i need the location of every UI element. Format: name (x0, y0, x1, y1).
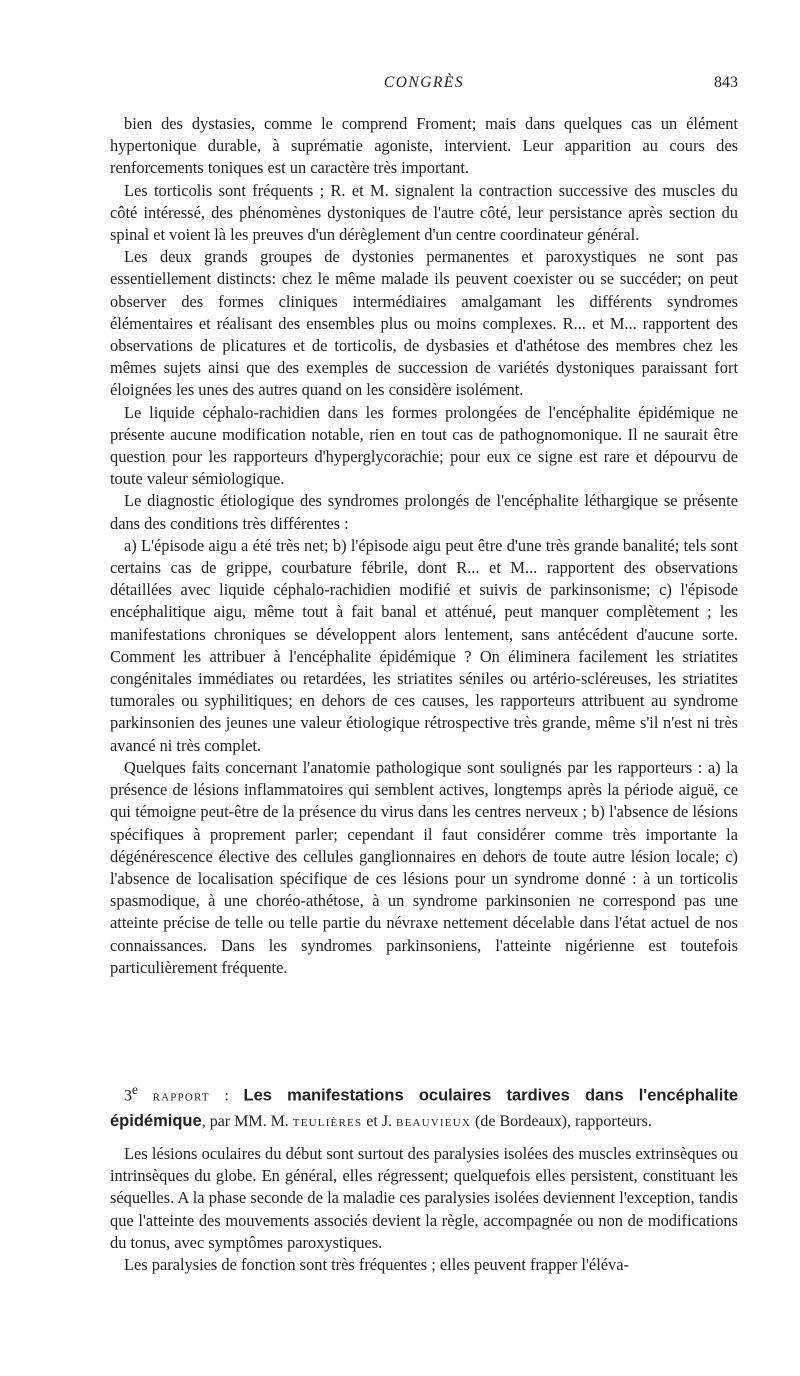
paragraph: Quelques faits concernant l'anatomie pathologique sont soulignés par les rapporteurs : a) la présence de lésions inflammatoires qui semblent actives, longtemps après la période aiguë, ce qui témoigne peut-être de la présence du virus dans les centres nerveux ; b) l'absence de lésions spécifiques à proprement parler; cependant il faut considérer comme très importante la dégénérescence élective des cellules ganglionnaires en dehors de toute autre lésion locale; c) l'absence de localisation spécifique de ces lésions pour un syndrome donné : à un torticolis spasmodique, à une choréo-athétose, à un syndrome parkinsonien ne correspond pas une atteinte précise de telle ou telle partie du névraxe nettement décelable dans l'état actuel de nos connaissances. Dans les syndromes parkinsoniens, l'atteinte nigérienne est toutefois particulièrement fréquente. (110, 757, 738, 977)
paragraph: Les torticolis sont fréquents ; R. et M. signalent la contraction successive des muscles du côté intéressé, des phénomènes dystoniques de l'autre côté, leur persistance après section du spinal et voient là les preuves d'un dérèglement d'un centre coordinateur général. (110, 180, 738, 245)
paragraph: a) L'épisode aigu a été très net; b) l'épisode aigu peut être d'une très grande banalité; tels sont certains cas de grippe, courbature fébrile, dont R... et M... rapportent des observations détaillées avec liquide céphalo-rachidien modifié et suivis de parkinsonisme; c) l'épisode encéphalitique aigu, même tout à fait banal et atténué, peut manquer complètement ; les manifestations chroniques se développent alors lentement, sans antécédent d'aucune sorte. Comment les attribuer à l'encéphalite épidémique ? On éliminera facilement les striatites congénitales immédiates ou retardées, les striatites séniles ou artério-scléreuses, les striatites tumorales ou syphilitiques; en dehors de ces causes, les rapporteurs attribuent au syndrome parkinsonien des jeunes une valeur étiologique rétrospective très grande, même s'il n'est ni très avancé ni très complet. (110, 535, 738, 755)
running-header (110, 72, 738, 96)
rapport-heading (110, 1078, 738, 1135)
running-title: CONGRÈS (383, 74, 465, 91)
paragraph: Le liquide céphalo-rachidien dans les formes prolongées de l'encéphalite épidémique ne présente aucune modification notable, rien en tout cas de pathognomonique. Il ne saurait être question pour les rapporteurs d'hyperglycorachie; pour eux ce signe est rare et dépourvu de toute valeur sémiologique. (110, 402, 738, 489)
rapport-rest: (de Bordeaux), rapporteurs. (471, 1113, 652, 1131)
rapport-title: Les manifestations oculaires tardives dans l'encéphalite épidémique (110, 1086, 739, 1131)
paragraph: Les deux grands groupes de dystonies permanentes et paroxystiques ne sont pas essentiellement distincts: chez le même malade ils peuvent coexister ou se succéder; on peut observer des formes cliniques intermédiaires amalgamant les différents syndromes élémentaires et réalisant des ensembles plus ou moins complexes. R... et M... rapportent des observations de plicatures et de torticolis, de dysbasies et d'athétose des membres chez les mêmes sujets ainsi que des exemples de succession de variétés dystoniques paraissant fort éloignées les unes des autres quand on les considère isolément. (110, 247, 738, 400)
rapport-et: et J. (362, 1113, 397, 1131)
rapport-ordinal: 3 (124, 1087, 132, 1105)
paragraph: Le diagnostic étiologique des syndromes prolongés de l'encéphalite léthargique se présente dans des conditions très différentes : (110, 491, 738, 533)
body-text-top (110, 113, 738, 979)
rapport-separator: : (209, 1087, 244, 1105)
body-text-bottom (110, 1143, 738, 1276)
rapport-par: , par MM. M. (201, 1113, 293, 1131)
paragraph: Les paralysies de fonction sont très fréquentes ; elles peuvent frapper l'éléva- (124, 1255, 629, 1275)
rapport-label: RAPPORT (152, 1091, 210, 1104)
paragraph: bien des dystasies, comme le comprend Froment; mais dans quelques cas un élément hypertonique durable, à suprématie agoniste, intervient. Leur apparition au cours des renforcements toniques est un caractère très important. (110, 114, 738, 178)
rapport-author-1: TEULIÈRES (292, 1117, 363, 1130)
rapport-author-2: BEAUVIEUX (396, 1117, 472, 1130)
rapport-ordinal-suffix: e (132, 1082, 138, 1097)
paragraph: Les lésions oculaires du début sont surtout des paralysies isolées des muscles extrinsèques ou intrinsèques du globe. En général, elles régressent; quelquefois elles persistent, constituant les séquelles. A la phase seconde de la maladie ces paralysies isolées deviennent l'exception, tandis que l'atteinte des mouvements associés devient la règle, accompagnée ou non de modifications du tonus, avec symptômes paroxystiques. (110, 1144, 738, 1252)
page-number: 843 (714, 74, 738, 91)
